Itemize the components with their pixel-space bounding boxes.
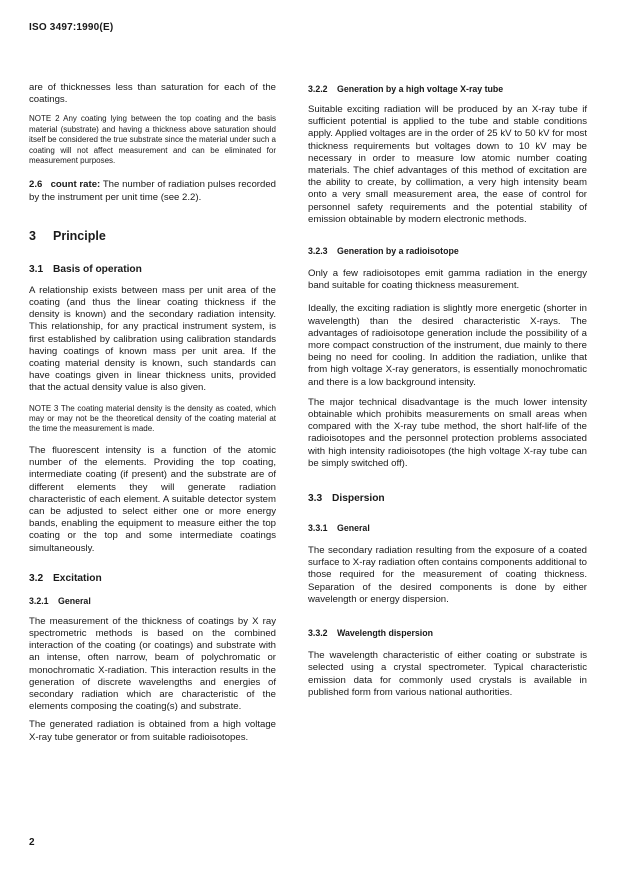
paragraph: are of thicknesses less than saturation for each of the coatings. bbox=[29, 82, 276, 106]
section-heading-3-3: 3.3 Dispersion bbox=[308, 493, 385, 505]
paragraph: The fluorescent intensity is a function of the atomic number of the elements. Providing the top coating, intermediate coating (if present) and the substrate are of different elements they will generate radiation characteristic of each element. A suitable detector system can be adjusted to select either one or more energy bands, enabling the equipment to measure either the top coating or the top and some intermediate coatings simultaneously. bbox=[29, 444, 276, 554]
paragraph: A relationship exists between mass per unit area of the coating (and thus the linear coating thickness if the density is known) and the secondary radiation intensity. This relationship, for any practical instrument system, is first established by calibration using calibration standards having coatings of known mass per unit area. If the coating material density is known, such standards can have coatings given in linear thickness units, provided that the actual density value is also given. bbox=[29, 284, 276, 394]
page-number: 2 bbox=[29, 837, 35, 848]
definition-2-6: 2.6 count rate: The number of radiation pulses recorded by the instrument per unit time (see 2.2). bbox=[29, 179, 276, 203]
note-2: NOTE 2 Any coating lying between the top coating and the basis material (substrate) and having a thickness above saturation should itself be considered the true substrate since the material under such a coating will not affect measurement and can be eliminated for measurement purposes. bbox=[29, 114, 276, 166]
section-heading-3-2: 3.2 Excitation bbox=[29, 572, 102, 584]
section-heading-3-3-2: 3.3.2 Wavelength dispersion bbox=[308, 628, 433, 639]
paragraph: Only a few radioisotopes emit gamma radiation in the energy band suitable for coating thickness measurement. bbox=[308, 268, 587, 292]
section-heading-3-2-1: 3.2.1 General bbox=[29, 595, 91, 606]
paragraph: The generated radiation is obtained from a high voltage X-ray tube generator or from suitable radioisotopes. bbox=[29, 719, 276, 743]
paragraph: Suitable exciting radiation will be produced by an X-ray tube if sufficient potential is applied to the tube and stable conditions apply. Applied voltages are in the order of 25 kV to 50 kV for most thickness requirements but voltages down to 10 kV may be necessary in order to measure low atomic number coating materials. The chief advantages of this method of excitation are the ability to create, by collimation, a very high intensity beam onto a very small measurement area, the ease of control for personnel safety requirements and the potential stability of emission obtainable by modern electronic methods. bbox=[308, 104, 587, 225]
paragraph: The major technical disadvantage is the much lower intensity obtainable which prohibits measurements on small areas when compared with the X-ray tube method, the short half-life of the radioisotopes and the personnel protection problems associated with high intensity radioisotopes (the high voltage X-ray tube can be simply switched off). bbox=[308, 396, 587, 469]
note-3: NOTE 3 The coating material density is the density as coated, which may or may not be the theoretical density of the coating material at the time the measurement is made. bbox=[29, 403, 276, 434]
section-heading-3: 3 Principle bbox=[29, 228, 106, 243]
document-header: ISO 3497:1990(E) bbox=[29, 22, 114, 33]
section-heading-3-3-1: 3.3.1 General bbox=[308, 523, 370, 534]
left-column bbox=[29, 82, 276, 744]
paragraph: The wavelength characteristic of either coating or substrate is selected using a crystal spectrometer. Typical characteristic emission data for commonly used crystals is available in published form from various national authorities. bbox=[308, 650, 587, 698]
section-heading-3-1: 3.1 Basis of operation bbox=[29, 263, 142, 275]
paragraph: Ideally, the exciting radiation is slightly more energetic (shorter in wavelength) than the desired characteristic X-rays. The advantages of radioisotope generation include the possibility of a more compact construction of the instrument, due mainly to there being no need for cooling. In addition the radiation, unlike that from high voltage X-ray generators, is essentially monochromatic and there is a low background intensity. bbox=[308, 303, 587, 388]
paragraph: The measurement of the thickness of coatings by X ray spectrometric methods is based on the combined interaction of the coating (or coatings) and substrate with an intense, often narrow, beam of polychromatic or monochromatic X-radiation. This interaction results in the generation of discrete wavelengths and energies of secondary radiation which are characteristic of the elements composing the coating(s) and substrate. bbox=[29, 615, 276, 713]
paragraph: The secondary radiation resulting from the exposure of a coated surface to X-ray radiation often contains components additional to those required for the measurement of coating thickness. Separation of the desired components is done by either wavelength or energy dispersion. bbox=[308, 545, 587, 605]
right-column bbox=[308, 82, 587, 699]
section-heading-3-2-3: 3.2.3 Generation by a radioisotope bbox=[308, 246, 459, 257]
section-heading-3-2-2: 3.2.2 Generation by a high voltage X-ray tube bbox=[308, 84, 504, 94]
